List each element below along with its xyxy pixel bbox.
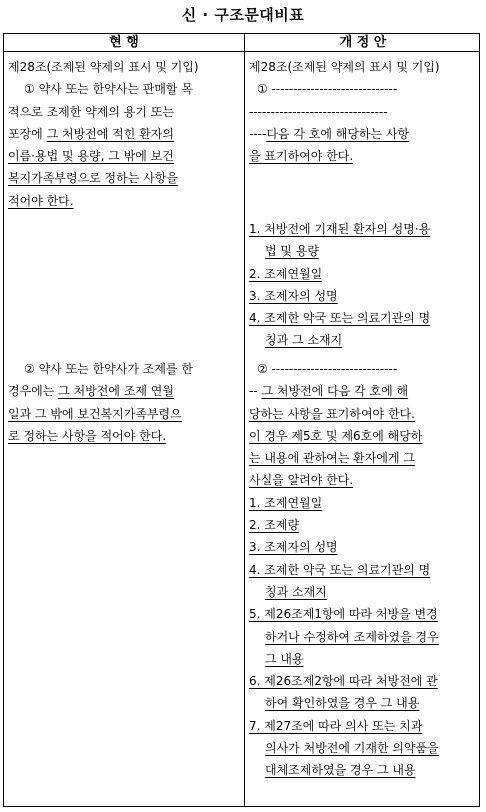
underlined-text: 그 처방전에 조제 연월 [58,384,174,399]
list-item: 칭과 그 소재지 [265,333,343,348]
list-item: 5. 제26조제1항에 따라 처방을 변경 [249,607,438,622]
text-run: -- [249,384,262,399]
header-divider [4,51,479,52]
list-item: 4. 조제한 약국 또는 의료기관의 명 [249,562,431,577]
underlined-line: 이 경우 제5호 및 제6호에 해당하 [249,428,423,443]
paragraph-line [8,123,240,145]
underlined-line: 당하는 사항을 표기하여야 한다. [249,406,415,421]
revised-column-header: 개 정 안 [339,35,387,50]
comparison-table [3,33,480,807]
list-item: 7. 제27조에 따라 의사 또는 치과 [249,718,423,733]
current-column-header: 현 행 [109,35,139,50]
paragraph-line: ① 약사 또는 한약사는 판매할 목 [24,82,193,97]
underlined-line: 로 정하는 사항을 적어야 한다. [8,428,167,443]
list-item: 2. 조제연월일 [249,266,323,281]
revised-items-1 [249,218,481,352]
underlined-text: 다음 각 호에 해당하는 사항 [266,126,410,141]
list-item: 4. 조제한 약국 또는 의료기관의 명 [249,311,431,326]
text-run: 포장에 [8,126,47,141]
list-item: 의사가 처방전에 기재한 의약품을 [265,741,439,756]
underlined-text: 그 처방전에 적힌 환자의 [46,126,174,141]
list-item: 하거나 수정하여 조제하였을 경우 [265,629,439,644]
paragraph-line [249,123,481,145]
list-item: 6. 제26조제2항에 따라 처방전에 관 [249,674,438,689]
text-run: ---- [249,126,267,141]
document-title: 신 · 구조문대비표 [181,6,305,24]
paragraph-line: 적으로 조제한 약제의 용기 또는 [8,104,174,119]
underlined-line: 적어야 한다. [8,193,74,208]
paragraph-line: -------------------------------- [249,104,388,119]
underlined-line: 복지가족부령으로 정하는 사항을 [8,171,178,186]
paragraph-line: ① ----------------------------- [257,82,398,97]
list-item: 2. 조제량 [249,518,300,533]
paragraph-line: ② 약사 또는 한약사가 조제를 한 [24,362,193,376]
underlined-line: 는 내용에 관하여는 환자에게 그 [249,451,415,466]
underlined-text: 그 처방전에 다음 각 호에 해 [261,384,409,399]
list-item: 대체조제하였을 경우 그 내용 [265,763,416,778]
underlined-line: 이름·용법 및 용량, 그 밖에 보건 [8,149,174,164]
list-item: 1. 처방전에 기재된 환자의 성명·용 [249,222,431,236]
column-divider [244,34,245,806]
paragraph-line [249,380,481,402]
list-item: 3. 조제자의 성명 [249,540,338,555]
list-item: 3. 조제자의 성명 [249,288,338,303]
underlined-line: 일과 그 밖에 보건복지가족부령으 [8,406,182,421]
list-item: 하여 확인하였을 경우 그 내용 [265,696,420,711]
list-item: 법 및 용량 [265,244,319,259]
list-item: 1. 조제연월일 [249,495,323,510]
paragraph-line [8,380,240,402]
underlined-line: 을 표기하여야 한다. [249,149,354,164]
paragraph-line: ② ----------------------------- [257,362,398,376]
current-article-text [8,56,240,212]
list-item: 그 내용 [265,651,304,666]
current-paragraph-2 [8,358,240,447]
text-run: 경우에는 [8,384,59,399]
underlined-line: 사실을 알려야 한다. [249,473,354,488]
article-heading: 제28조(조제된 약제의 표시 및 기입) [8,60,199,74]
revised-article-text [249,56,481,167]
revised-paragraph-2 [249,358,481,782]
list-item: 칭과 소재지 [265,584,327,599]
article-heading: 제28조(조제된 약제의 표시 및 기입) [249,60,440,74]
